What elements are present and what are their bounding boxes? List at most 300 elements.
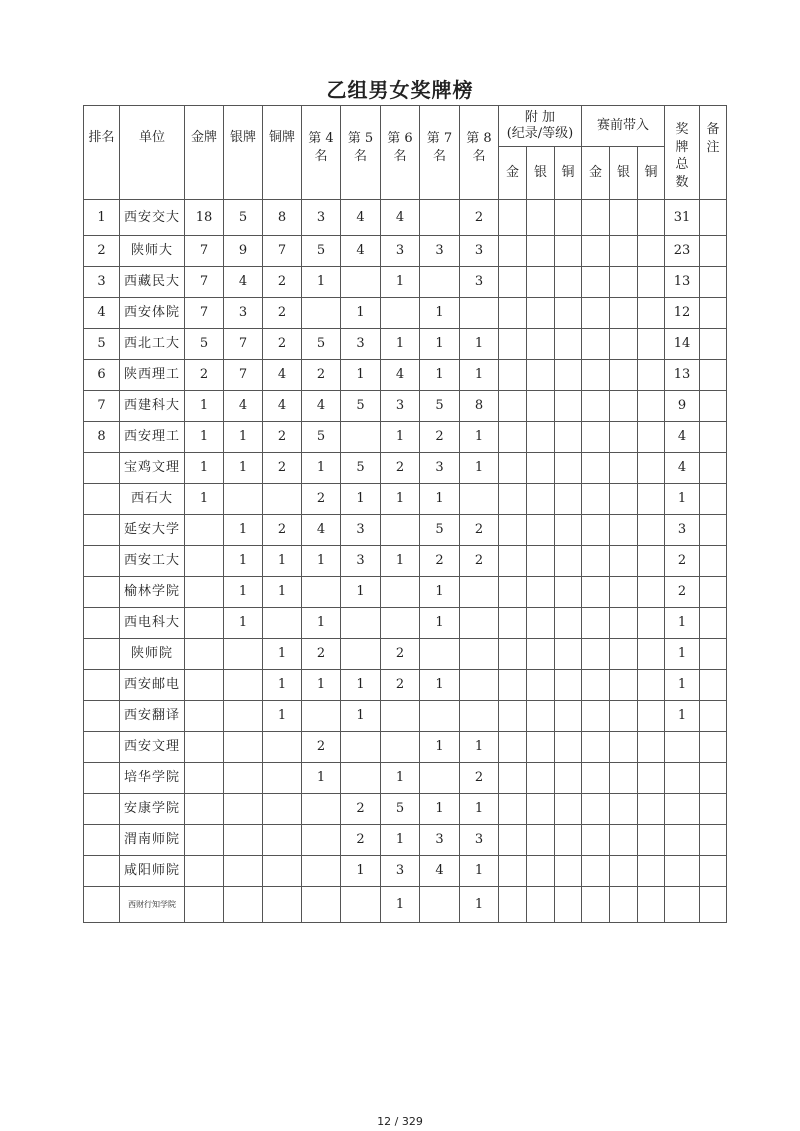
header-total-label: 奖牌总数 bbox=[675, 122, 689, 190]
table-body bbox=[84, 200, 727, 923]
gold-cell: 1 bbox=[185, 422, 224, 453]
place-5-cell: 1 bbox=[341, 360, 381, 391]
gold-cell bbox=[185, 608, 224, 639]
table-row bbox=[84, 577, 727, 608]
place-4-cell: 1 bbox=[302, 763, 341, 794]
rank-cell bbox=[84, 608, 120, 639]
remarks-cell bbox=[700, 732, 727, 763]
extra-gold-cell bbox=[499, 236, 527, 267]
extra-silver-cell bbox=[527, 825, 555, 856]
gold-cell: 1 bbox=[185, 484, 224, 515]
rank-cell bbox=[84, 670, 120, 701]
page-number: 12 / 329 bbox=[377, 1115, 423, 1128]
extra-gold-cell bbox=[499, 825, 527, 856]
place-4-cell: 4 bbox=[302, 391, 341, 422]
remarks-cell bbox=[700, 329, 727, 360]
place-6-cell bbox=[381, 701, 420, 732]
bronze-cell: 2 bbox=[263, 329, 302, 360]
place-7-cell: 1 bbox=[420, 670, 460, 701]
place-6-cell: 1 bbox=[381, 763, 420, 794]
carried-gold-cell bbox=[582, 453, 610, 484]
place-8-cell: 1 bbox=[460, 360, 499, 391]
place-8-cell: 2 bbox=[460, 515, 499, 546]
carried-silver-cell bbox=[610, 391, 638, 422]
table-header bbox=[84, 106, 727, 200]
bronze-cell bbox=[263, 887, 302, 923]
total-cell: 23 bbox=[665, 236, 700, 267]
place-4-cell: 1 bbox=[302, 546, 341, 577]
gold-cell: 7 bbox=[185, 236, 224, 267]
remarks-cell bbox=[700, 763, 727, 794]
total-cell: 1 bbox=[665, 701, 700, 732]
place-8-cell: 1 bbox=[460, 732, 499, 763]
carried-gold-cell bbox=[582, 329, 610, 360]
rank-cell: 8 bbox=[84, 422, 120, 453]
rank-cell bbox=[84, 639, 120, 670]
place-5-cell: 1 bbox=[341, 577, 381, 608]
place-8-cell bbox=[460, 670, 499, 701]
gold-cell bbox=[185, 577, 224, 608]
unit-cell: 西石大 bbox=[120, 484, 185, 515]
carried-silver-cell bbox=[610, 236, 638, 267]
total-cell bbox=[665, 794, 700, 825]
place-7-cell bbox=[420, 267, 460, 298]
carried-gold-cell bbox=[582, 298, 610, 329]
place-4-cell: 2 bbox=[302, 484, 341, 515]
remarks-cell bbox=[700, 639, 727, 670]
total-cell: 1 bbox=[665, 484, 700, 515]
rank-cell: 1 bbox=[84, 200, 120, 236]
table-row bbox=[84, 200, 727, 236]
silver-cell bbox=[224, 701, 263, 732]
table-row bbox=[84, 453, 727, 484]
place-4-cell bbox=[302, 298, 341, 329]
carried-bronze-cell bbox=[638, 577, 665, 608]
total-cell: 14 bbox=[665, 329, 700, 360]
header-place-6-label: 第 6 名 bbox=[387, 131, 413, 164]
place-6-cell bbox=[381, 732, 420, 763]
carried-gold-cell bbox=[582, 856, 610, 887]
extra-silver-cell bbox=[527, 453, 555, 484]
carried-silver-cell bbox=[610, 639, 638, 670]
rank-cell bbox=[84, 794, 120, 825]
carried-gold-cell bbox=[582, 577, 610, 608]
gold-cell: 1 bbox=[185, 453, 224, 484]
silver-cell bbox=[224, 856, 263, 887]
table-row bbox=[84, 391, 727, 422]
gold-cell: 1 bbox=[185, 391, 224, 422]
place-7-cell: 5 bbox=[420, 391, 460, 422]
place-5-cell: 4 bbox=[341, 200, 381, 236]
total-cell bbox=[665, 887, 700, 923]
place-7-cell: 2 bbox=[420, 546, 460, 577]
table-row bbox=[84, 825, 727, 856]
total-cell: 4 bbox=[665, 453, 700, 484]
carried-bronze-cell bbox=[638, 887, 665, 923]
silver-cell: 5 bbox=[224, 200, 263, 236]
gold-cell bbox=[185, 887, 224, 923]
place-7-cell: 2 bbox=[420, 422, 460, 453]
table-row bbox=[84, 484, 727, 515]
rank-cell bbox=[84, 732, 120, 763]
table-row bbox=[84, 608, 727, 639]
carried-bronze-cell bbox=[638, 200, 665, 236]
carried-gold-cell bbox=[582, 670, 610, 701]
place-4-cell bbox=[302, 794, 341, 825]
place-5-cell bbox=[341, 763, 381, 794]
gold-cell: 7 bbox=[185, 267, 224, 298]
silver-cell bbox=[224, 484, 263, 515]
place-6-cell bbox=[381, 298, 420, 329]
place-4-cell: 2 bbox=[302, 360, 341, 391]
remarks-cell bbox=[700, 515, 727, 546]
carried-silver-cell bbox=[610, 515, 638, 546]
place-4-cell: 1 bbox=[302, 453, 341, 484]
table-row bbox=[84, 329, 727, 360]
carried-gold-cell bbox=[582, 391, 610, 422]
place-8-cell: 2 bbox=[460, 200, 499, 236]
extra-gold-cell bbox=[499, 484, 527, 515]
place-5-cell bbox=[341, 422, 381, 453]
header-remarks bbox=[700, 106, 727, 200]
carried-silver-cell bbox=[610, 670, 638, 701]
carried-silver-cell bbox=[610, 422, 638, 453]
place-5-cell: 1 bbox=[341, 298, 381, 329]
gold-cell bbox=[185, 794, 224, 825]
extra-silver-cell bbox=[527, 236, 555, 267]
place-7-cell: 1 bbox=[420, 360, 460, 391]
unit-cell: 西安交大 bbox=[120, 200, 185, 236]
place-5-cell: 5 bbox=[341, 391, 381, 422]
table-row bbox=[84, 267, 727, 298]
carried-silver-cell bbox=[610, 732, 638, 763]
gold-cell bbox=[185, 670, 224, 701]
place-6-cell: 1 bbox=[381, 422, 420, 453]
carried-bronze-cell bbox=[638, 236, 665, 267]
header-carried-silver: 银 bbox=[610, 147, 638, 200]
rank-cell bbox=[84, 577, 120, 608]
gold-cell bbox=[185, 546, 224, 577]
extra-gold-cell bbox=[499, 515, 527, 546]
carried-gold-cell bbox=[582, 608, 610, 639]
gold-cell: 5 bbox=[185, 329, 224, 360]
header-carried-gold: 金 bbox=[582, 147, 610, 200]
unit-cell: 陕师大 bbox=[120, 236, 185, 267]
unit-cell: 西安邮电 bbox=[120, 670, 185, 701]
place-7-cell: 1 bbox=[420, 732, 460, 763]
extra-silver-cell bbox=[527, 422, 555, 453]
silver-cell bbox=[224, 825, 263, 856]
header-place-8-label: 第 8 名 bbox=[466, 131, 492, 164]
bronze-cell: 7 bbox=[263, 236, 302, 267]
place-7-cell: 3 bbox=[420, 825, 460, 856]
remarks-cell bbox=[700, 794, 727, 825]
total-cell: 4 bbox=[665, 422, 700, 453]
header-carried-bronze: 铜 bbox=[638, 147, 665, 200]
place-5-cell: 1 bbox=[341, 484, 381, 515]
remarks-cell bbox=[700, 200, 727, 236]
extra-bronze-cell bbox=[555, 360, 582, 391]
extra-gold-cell bbox=[499, 608, 527, 639]
extra-gold-cell bbox=[499, 298, 527, 329]
header-extra-silver: 银 bbox=[527, 147, 555, 200]
place-7-cell: 3 bbox=[420, 236, 460, 267]
carried-gold-cell bbox=[582, 825, 610, 856]
bronze-cell: 8 bbox=[263, 200, 302, 236]
place-7-cell bbox=[420, 701, 460, 732]
place-6-cell: 3 bbox=[381, 856, 420, 887]
rank-cell: 3 bbox=[84, 267, 120, 298]
carried-silver-cell bbox=[610, 329, 638, 360]
total-cell: 1 bbox=[665, 670, 700, 701]
table-row bbox=[84, 887, 727, 923]
carried-silver-cell bbox=[610, 701, 638, 732]
place-4-cell bbox=[302, 701, 341, 732]
remarks-cell bbox=[700, 670, 727, 701]
place-5-cell bbox=[341, 608, 381, 639]
header-total bbox=[665, 106, 700, 200]
extra-silver-cell bbox=[527, 577, 555, 608]
place-6-cell: 3 bbox=[381, 236, 420, 267]
place-6-cell: 2 bbox=[381, 670, 420, 701]
place-5-cell: 2 bbox=[341, 825, 381, 856]
rank-cell bbox=[84, 515, 120, 546]
remarks-cell bbox=[700, 701, 727, 732]
header-remarks-label: 备注 bbox=[706, 122, 720, 155]
rank-cell: 2 bbox=[84, 236, 120, 267]
place-7-cell: 1 bbox=[420, 484, 460, 515]
header-place-7 bbox=[420, 106, 460, 200]
place-8-cell: 2 bbox=[460, 763, 499, 794]
carried-gold-cell bbox=[582, 639, 610, 670]
silver-cell: 1 bbox=[224, 453, 263, 484]
extra-bronze-cell bbox=[555, 422, 582, 453]
remarks-cell bbox=[700, 608, 727, 639]
rank-cell bbox=[84, 856, 120, 887]
unit-cell: 西财行知学院 bbox=[120, 887, 185, 923]
extra-bronze-cell bbox=[555, 267, 582, 298]
rank-cell: 4 bbox=[84, 298, 120, 329]
place-5-cell bbox=[341, 639, 381, 670]
remarks-cell bbox=[700, 484, 727, 515]
bronze-cell bbox=[263, 608, 302, 639]
place-6-cell: 2 bbox=[381, 453, 420, 484]
carried-bronze-cell bbox=[638, 546, 665, 577]
silver-cell bbox=[224, 670, 263, 701]
place-8-cell: 2 bbox=[460, 546, 499, 577]
silver-cell: 1 bbox=[224, 608, 263, 639]
silver-cell: 3 bbox=[224, 298, 263, 329]
place-5-cell: 3 bbox=[341, 329, 381, 360]
header-place-8 bbox=[460, 106, 499, 200]
table-row bbox=[84, 360, 727, 391]
remarks-cell bbox=[700, 577, 727, 608]
extra-bronze-cell bbox=[555, 200, 582, 236]
header-carried: 赛前带入 bbox=[582, 106, 665, 147]
header-extra-sub: (纪录/等级) bbox=[506, 126, 574, 141]
place-6-cell: 1 bbox=[381, 825, 420, 856]
unit-cell: 西北工大 bbox=[120, 329, 185, 360]
rank-cell: 6 bbox=[84, 360, 120, 391]
extra-bronze-cell bbox=[555, 236, 582, 267]
place-8-cell bbox=[460, 484, 499, 515]
bronze-cell bbox=[263, 825, 302, 856]
place-4-cell bbox=[302, 825, 341, 856]
extra-silver-cell bbox=[527, 732, 555, 763]
place-5-cell: 1 bbox=[341, 856, 381, 887]
bronze-cell: 1 bbox=[263, 546, 302, 577]
place-7-cell: 3 bbox=[420, 453, 460, 484]
header-place-5-label: 第 5 名 bbox=[347, 131, 374, 164]
header-extra-label: 附 加 bbox=[524, 110, 556, 126]
place-6-cell: 1 bbox=[381, 267, 420, 298]
silver-cell: 1 bbox=[224, 577, 263, 608]
extra-bronze-cell bbox=[555, 577, 582, 608]
total-cell: 9 bbox=[665, 391, 700, 422]
remarks-cell bbox=[700, 236, 727, 267]
place-8-cell: 3 bbox=[460, 825, 499, 856]
total-cell: 2 bbox=[665, 546, 700, 577]
place-8-cell: 3 bbox=[460, 267, 499, 298]
header-place-6 bbox=[381, 106, 420, 200]
unit-cell: 西建科大 bbox=[120, 391, 185, 422]
extra-silver-cell bbox=[527, 856, 555, 887]
carried-bronze-cell bbox=[638, 453, 665, 484]
gold-cell bbox=[185, 515, 224, 546]
carried-silver-cell bbox=[610, 453, 638, 484]
carried-silver-cell bbox=[610, 298, 638, 329]
extra-bronze-cell bbox=[555, 670, 582, 701]
carried-bronze-cell bbox=[638, 639, 665, 670]
carried-silver-cell bbox=[610, 484, 638, 515]
place-7-cell: 1 bbox=[420, 329, 460, 360]
carried-silver-cell bbox=[610, 360, 638, 391]
total-cell: 13 bbox=[665, 360, 700, 391]
place-5-cell bbox=[341, 887, 381, 923]
place-8-cell: 1 bbox=[460, 329, 499, 360]
carried-silver-cell bbox=[610, 887, 638, 923]
unit-cell: 西安翻译 bbox=[120, 701, 185, 732]
place-7-cell: 4 bbox=[420, 856, 460, 887]
bronze-cell bbox=[263, 484, 302, 515]
place-7-cell: 5 bbox=[420, 515, 460, 546]
extra-gold-cell bbox=[499, 887, 527, 923]
bronze-cell: 2 bbox=[263, 515, 302, 546]
unit-cell: 西安体院 bbox=[120, 298, 185, 329]
place-8-cell bbox=[460, 701, 499, 732]
extra-silver-cell bbox=[527, 484, 555, 515]
header-rank: 排名 bbox=[84, 106, 120, 200]
place-6-cell bbox=[381, 577, 420, 608]
place-4-cell bbox=[302, 887, 341, 923]
place-4-cell: 1 bbox=[302, 267, 341, 298]
place-8-cell bbox=[460, 577, 499, 608]
remarks-cell bbox=[700, 422, 727, 453]
extra-bronze-cell bbox=[555, 763, 582, 794]
extra-bronze-cell bbox=[555, 546, 582, 577]
extra-gold-cell bbox=[499, 732, 527, 763]
remarks-cell bbox=[700, 887, 727, 923]
gold-cell bbox=[185, 825, 224, 856]
header-gold: 金牌 bbox=[185, 106, 224, 200]
remarks-cell bbox=[700, 267, 727, 298]
silver-cell: 1 bbox=[224, 422, 263, 453]
place-5-cell bbox=[341, 732, 381, 763]
carried-silver-cell bbox=[610, 763, 638, 794]
carried-gold-cell bbox=[582, 422, 610, 453]
place-5-cell: 5 bbox=[341, 453, 381, 484]
place-7-cell bbox=[420, 887, 460, 923]
rank-cell bbox=[84, 546, 120, 577]
extra-silver-cell bbox=[527, 794, 555, 825]
bronze-cell: 2 bbox=[263, 298, 302, 329]
place-6-cell bbox=[381, 608, 420, 639]
extra-gold-cell bbox=[499, 856, 527, 887]
extra-silver-cell bbox=[527, 267, 555, 298]
extra-bronze-cell bbox=[555, 887, 582, 923]
carried-bronze-cell bbox=[638, 608, 665, 639]
place-7-cell bbox=[420, 763, 460, 794]
carried-gold-cell bbox=[582, 794, 610, 825]
bronze-cell: 1 bbox=[263, 577, 302, 608]
place-6-cell: 1 bbox=[381, 887, 420, 923]
gold-cell bbox=[185, 856, 224, 887]
table-row bbox=[84, 701, 727, 732]
place-4-cell: 5 bbox=[302, 329, 341, 360]
unit-cell: 陕师院 bbox=[120, 639, 185, 670]
place-6-cell bbox=[381, 515, 420, 546]
total-cell bbox=[665, 732, 700, 763]
unit-cell: 西藏民大 bbox=[120, 267, 185, 298]
silver-cell: 4 bbox=[224, 267, 263, 298]
carried-gold-cell bbox=[582, 484, 610, 515]
bronze-cell bbox=[263, 732, 302, 763]
silver-cell: 4 bbox=[224, 391, 263, 422]
carried-silver-cell bbox=[610, 546, 638, 577]
header-place-5 bbox=[341, 106, 381, 200]
place-6-cell: 5 bbox=[381, 794, 420, 825]
extra-gold-cell bbox=[499, 391, 527, 422]
extra-bronze-cell bbox=[555, 329, 582, 360]
total-cell: 3 bbox=[665, 515, 700, 546]
place-8-cell: 1 bbox=[460, 794, 499, 825]
place-6-cell: 1 bbox=[381, 484, 420, 515]
table-row bbox=[84, 856, 727, 887]
bronze-cell: 2 bbox=[263, 422, 302, 453]
extra-silver-cell bbox=[527, 391, 555, 422]
carried-bronze-cell bbox=[638, 794, 665, 825]
rank-cell: 5 bbox=[84, 329, 120, 360]
gold-cell: 18 bbox=[185, 200, 224, 236]
unit-cell: 延安大学 bbox=[120, 515, 185, 546]
silver-cell bbox=[224, 763, 263, 794]
header-place-4-label: 第 4 名 bbox=[308, 131, 334, 164]
place-6-cell: 3 bbox=[381, 391, 420, 422]
table-row bbox=[84, 298, 727, 329]
table-row bbox=[84, 422, 727, 453]
table-row bbox=[84, 763, 727, 794]
table-row bbox=[84, 515, 727, 546]
extra-silver-cell bbox=[527, 701, 555, 732]
rank-cell bbox=[84, 453, 120, 484]
carried-bronze-cell bbox=[638, 360, 665, 391]
unit-cell: 安康学院 bbox=[120, 794, 185, 825]
carried-silver-cell bbox=[610, 825, 638, 856]
extra-gold-cell bbox=[499, 670, 527, 701]
extra-gold-cell bbox=[499, 763, 527, 794]
rank-cell: 7 bbox=[84, 391, 120, 422]
remarks-cell bbox=[700, 825, 727, 856]
